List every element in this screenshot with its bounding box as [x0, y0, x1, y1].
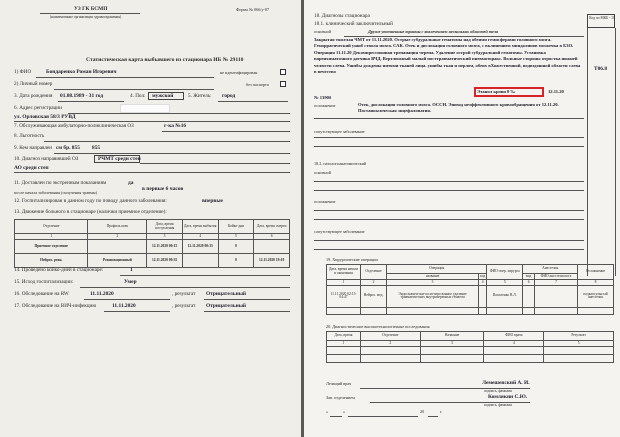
doctor-name: Лемешевский А. И. — [482, 380, 530, 386]
code-column-line-right — [615, 28, 616, 276]
table-cell: 12.11.2020 19:10 — [254, 254, 290, 268]
field-6-label: 6. Адрес регистрации — [14, 105, 62, 111]
hiv-result-label: , результат — [172, 303, 196, 309]
pathology-line-5 — [314, 240, 584, 241]
code-header: Код по МКБ - 10 — [589, 16, 615, 20]
outcome-value: Умер — [124, 279, 137, 285]
field-7-label: 7. Обслуживающая амбулаторно-поликлиническая ОЗ — [14, 123, 134, 129]
table-cell: Нейрох. мед. — [361, 285, 387, 307]
table-cell: Василенко В.Л. — [487, 285, 523, 307]
pathology-line-1 — [314, 181, 584, 182]
ops-col-num: 7 — [534, 280, 577, 286]
highlight-date: 12.11.20 — [548, 89, 564, 94]
diagnostics-table — [326, 331, 614, 363]
rw-result: Отрицательный — [206, 291, 247, 297]
field-6-underline — [68, 113, 290, 114]
table-cell: Нейрох. реан. — [15, 254, 88, 268]
ops-header: Осложнение — [578, 265, 614, 280]
ops-col-num: 5 — [487, 280, 523, 286]
org-caption: (наименование организации здравоохранения) — [50, 15, 122, 19]
field-8-underline — [44, 141, 290, 142]
field-9-label: 9. Кем направлен — [14, 145, 53, 151]
field-11-label: 11. Доставлен по экстренным показаниям — [14, 180, 107, 186]
hiv-result: Отрицательный — [206, 303, 247, 309]
accompanying-line-2 — [314, 146, 584, 147]
no-passport-label: без паспорта — [246, 82, 269, 87]
ops-col-num: 3 — [387, 280, 479, 286]
field-4-label: 4. Пол: — [130, 93, 146, 99]
diag-header: Дата, время — [327, 332, 361, 341]
field-14-underline — [120, 275, 290, 276]
field-17-label: 17. Обследование на ВИЧ-инфекцию — [14, 303, 97, 309]
field-18-1-label: 18.1. клинический заключительный — [314, 21, 393, 27]
movement-col-num: 5 — [218, 234, 254, 240]
movement-col-num: 1 — [15, 234, 88, 240]
field-15-label: 15. Исход госпитализации: — [14, 279, 74, 285]
field-5-underline — [218, 101, 288, 102]
hiv-date: 11.11.2020 — [112, 303, 136, 309]
field-1-underline — [36, 77, 214, 78]
main-diagnosis-value: Другие уточненные травмы с вовлечением нескольких областей тела — [368, 29, 498, 34]
date-year: 20 — [420, 409, 425, 414]
field-3-underline — [58, 101, 124, 102]
org-name: УЗ ГК БСМП — [74, 6, 108, 12]
resident-value: город — [222, 93, 236, 99]
form-title: Статистическая карта выбывшего из стационара ИБ № 29110 — [86, 57, 244, 63]
table-cell — [182, 254, 218, 268]
ops-col-num: 1 — [327, 280, 361, 286]
diagnosis-text: Закрытая тяжелая ЧМТ от 11.11.2020. Острые субдуральные гематомы над обеими гемисферами головного мозга. Геморрагический ушиб ствола мозга. САК. Отек и дислокация головного мозга, с вклинением миндалинов мозжечка в БЗО. Операция 11.11.20 Декомпрессионная трепанация черепа. Удаление острой субдуральной гематомы. Установка паренхиматозного датчика ВЧД. Вертлюжный малый посттравматический пневмоторакс. Вольные стороны отростка нижней челюсти слева. Ушибы дождены нитями тканей лица. ушибы ткан и перлом, обеих вХожественной, подвздошной области слева в вечество — [314, 37, 581, 75]
movement-header: Дата, время выбытия — [182, 220, 218, 234]
table-cell — [534, 285, 577, 307]
diag-header: Результат — [544, 332, 614, 341]
field-18-label: 18. Диагнозы стационара — [314, 13, 370, 19]
org-underline — [40, 13, 140, 14]
birth-date: 01.08.1989 - 31 год — [60, 93, 104, 99]
diag-col-num: 4 — [484, 341, 544, 347]
date-year-line — [428, 416, 438, 417]
first-6-hours: в первые 6 часов — [142, 186, 184, 192]
pathology-line-3 — [314, 210, 584, 211]
date-month-line — [348, 416, 418, 417]
ops-subheader: название — [387, 274, 479, 280]
table-cell: Приемное отделение — [15, 240, 88, 254]
ops-col-num: 8 — [578, 280, 614, 286]
pathology-line-2 — [314, 190, 584, 191]
field-15-underline — [80, 287, 290, 288]
field-16-label: 16. Обследование на RW — [14, 291, 69, 297]
field-9-underline — [54, 153, 290, 154]
table-cell: 12.11.2020 00:35 — [147, 254, 183, 268]
field-16-underline — [84, 299, 170, 300]
left-page — [0, 0, 301, 437]
unidentified-label: не идентифицирован — [220, 70, 258, 75]
field-13-label: 13. Движение больного в стационаре (налички приемное отделение): — [14, 209, 167, 215]
field-10-underline — [140, 163, 290, 164]
diag-col-num: 1 — [327, 341, 361, 347]
referral-diagnosis-extra: АО средн степ — [14, 165, 49, 171]
table-cell — [479, 285, 487, 307]
table-cell: подкапсульн ый анестезия — [578, 285, 614, 307]
diag-header: Отделение — [360, 332, 420, 341]
field-6-underline-2 — [14, 121, 290, 122]
right-page — [304, 0, 620, 437]
patient-name: Бондаренко Роман Игоревич — [46, 69, 117, 75]
field-12-label: 12. Госпитализирован в данном году по поводу данного заболевания: — [14, 198, 167, 204]
operations-table — [326, 264, 614, 315]
field-14-label: 14. Проведено койко-дней в стационаре: — [14, 267, 104, 273]
pathology-line-4 — [314, 219, 584, 220]
table-cell: 0 — [218, 240, 254, 254]
referral-code: 855 — [92, 145, 101, 151]
clinic-value: г-ка №16 — [164, 123, 187, 129]
table-row — [327, 346, 614, 354]
ops-subheader: код — [480, 273, 486, 278]
table-cell: 11.11.2020 02:15-04:47 — [327, 285, 361, 307]
no-passport-checkbox[interactable] — [280, 81, 286, 87]
movement-col-num: 3 — [147, 234, 183, 240]
head-name: Комлякин С.Ю. — [488, 394, 528, 400]
diag-col-num: 3 — [420, 341, 484, 347]
table-row — [15, 254, 290, 268]
ops-subheader: ФИО анестезиолога — [534, 274, 577, 280]
movement-table — [14, 219, 290, 268]
table-row — [15, 240, 290, 254]
field-17-underline — [104, 311, 170, 312]
field-7-underline — [162, 131, 290, 132]
field-3-label: 3. Дата рождения — [14, 93, 53, 99]
ops-col-num: 4 — [479, 280, 487, 286]
lab-number: № 1390б — [314, 95, 332, 100]
highlighted-text: Этанол крови 0 ‰ — [477, 89, 516, 94]
field-20-label: 20. Диагностические высокотехнологичные исследования — [326, 324, 430, 329]
hospitalized-value: впервые — [202, 198, 223, 204]
doctor-label: Лечащий врач — [326, 381, 352, 386]
movement-header: Отделение — [15, 220, 88, 234]
diag-header: Название — [420, 332, 484, 341]
date-day-line — [330, 416, 342, 417]
code-column-line — [587, 28, 588, 276]
field-18-2-label: 18.2. патологоанатомический — [314, 161, 367, 166]
head-caption: подпись, фамилия — [484, 403, 512, 407]
diag-col-num: 2 — [360, 341, 420, 347]
ops-col-num: 2 — [361, 280, 387, 286]
main-diagnosis-label: основной — [314, 29, 331, 34]
table-cell: 0 — [218, 254, 254, 268]
field-5-label: 5. Житель: — [188, 93, 212, 99]
date-open-quote: « — [326, 409, 329, 414]
head-label: Зав. отделением — [326, 395, 355, 400]
field-8-label: 8. Льготность — [14, 133, 45, 139]
ops-header: Анестезия — [523, 265, 578, 274]
table-row — [327, 285, 614, 307]
sex-value: мужской — [152, 93, 174, 99]
emergency-value: да — [128, 180, 134, 186]
diag-header: ФИО врача — [484, 332, 544, 341]
table-cell: Эндоскопически-ассистиро ванное удаление травматических внутричерепных гематом — [387, 285, 479, 307]
field-16-underline-2 — [204, 299, 290, 300]
field-11-caption: после начала заболевания (получения травмы) — [14, 190, 97, 195]
rw-result-label: , результат — [172, 291, 196, 297]
complication-value: Отек, дислокация головного мозга. ОССН. Эпизод неэффективного кровообращения от 12.11.20. Постаноксическая энцефалопатия. — [358, 102, 559, 114]
referral-value: см бр. 855 — [56, 145, 80, 151]
movement-col-num: 2 — [88, 234, 147, 240]
table-cell: Реанимационный — [88, 254, 147, 268]
ops-subheader: вид — [523, 274, 535, 280]
ops-header: Дата, время начала и окончания — [327, 265, 361, 280]
field-2-label: 2) Личный номер — [14, 81, 53, 87]
table-cell: 12.11.2020 00:35 — [182, 240, 218, 254]
referral-diagnosis: РЧМТ средн степ — [98, 156, 141, 162]
doctor-caption: подпись, фамилия — [484, 389, 512, 393]
complication-label: осложнение — [314, 103, 336, 108]
pathology-main-label: основной — [314, 170, 331, 175]
diag-col-num: 5 — [544, 341, 614, 347]
pathology-line-6 — [314, 249, 584, 250]
table-cell — [523, 285, 535, 307]
field-17-underline-2 — [204, 311, 290, 312]
field-19-label: 19. Хирургические операции — [326, 257, 378, 262]
bed-days-value: 1 — [130, 267, 133, 273]
accompanying-line-1 — [314, 137, 584, 138]
movement-header: Койко-дни — [218, 220, 254, 234]
table-row — [327, 307, 614, 314]
pathology-accompanying-label: сопутствующее заболевание — [314, 229, 365, 234]
table-cell: 12.11.2020 00:15 — [147, 240, 183, 254]
address-extra: ул. Орловская 58/3 РУВД — [14, 114, 76, 120]
movement-header: Профиль коек — [88, 220, 147, 234]
unidentified-checkbox[interactable] — [280, 69, 286, 75]
date-close-quote: » — [343, 409, 346, 414]
field-2-underline — [54, 89, 214, 90]
icd-code: T06.8 — [594, 66, 608, 72]
field-10-underline-2 — [14, 172, 290, 173]
complication-underline — [314, 118, 584, 119]
table-row — [327, 354, 614, 362]
form-code: Форма № 066/у-07 — [236, 7, 270, 12]
movement-col-num: 4 — [182, 234, 218, 240]
date-suffix: г. — [440, 409, 443, 414]
movement-header: Дата, время поступления — [147, 220, 183, 234]
redacted-address — [120, 104, 170, 113]
field-10-label: 10. Диагноз направившей ОЗ — [14, 156, 79, 162]
movement-col-num: 6 — [254, 234, 290, 240]
ops-header: Операция — [387, 265, 487, 274]
table-cell — [254, 240, 290, 254]
accompanying-label: сопутствующее заболевание — [314, 129, 365, 134]
ops-col-num: 6 — [523, 280, 535, 286]
movement-header: Дата, время смерти — [254, 220, 290, 234]
ops-header: Отделение — [361, 265, 387, 280]
table-cell — [88, 240, 147, 254]
field-1-label: 1) ФИО — [14, 69, 32, 75]
ops-header: ФИО опер. хирурга — [487, 265, 523, 280]
rw-date: 11.11.2020 — [90, 291, 114, 297]
pathology-complication-label: осложнение — [314, 199, 336, 204]
